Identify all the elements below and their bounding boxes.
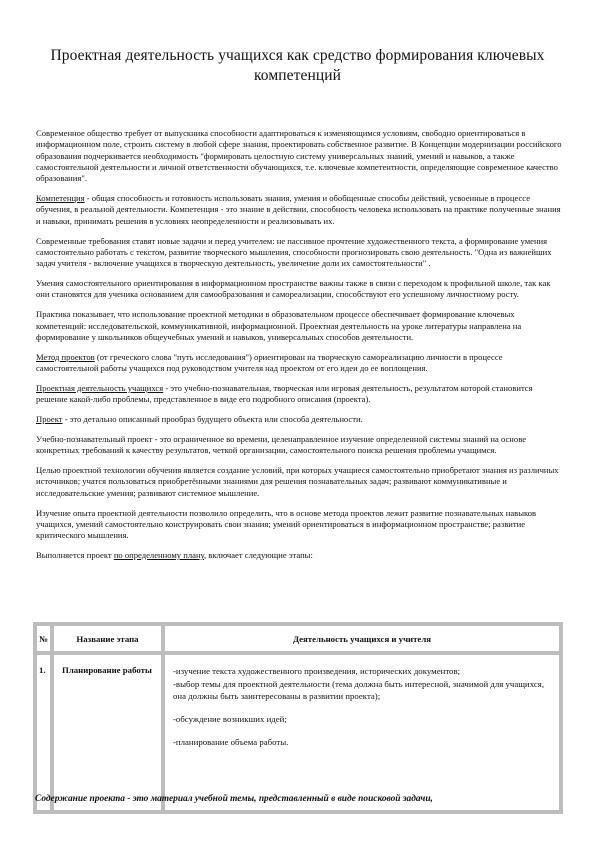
project-activity-definition: - это учебно-познавательная, творческая или игровая деятельность, результатом которой становится решение какой-либо проблемы, представленное в виде его подробного описания (проекта).	[36, 382, 533, 405]
paragraph-experience: Изучение опыта проектной деятельности позволило определить, что в основе метода проектов лежит развитие познавательных навыков учащихся, умений самостоятельно конструировать свои знания; умений ориентироваться в информационном пространстве; развитие критического мышления.	[36, 507, 537, 541]
term-project-activity: Проектная деятельность учащихся	[36, 382, 164, 393]
activity-item: -изучение текста художественного произведения, исторических документов;	[173, 666, 461, 676]
paragraph-project-method	[36, 352, 563, 375]
paragraph-intro: Современное общество требует от выпускника способности адаптироваться к изменяющимся условиям, свободно ориентироваться в информационном поле, строить систему в любой сфере знания, проектировать собственное развитие. В Концепции модернизации российского образования подчеркивается необходимость "формировать целостную систему универсальных знаний, умений и навыков, а также самостоятельной деятельности и личной ответственности обучающихся, т.е. ключевые компетентности, определяющие современное качество образования".	[36, 128, 562, 184]
header-stage-name: Название этапа	[52, 624, 163, 653]
activity-item: -выбор темы для проектной деятельности (тема должна быть интересной, значимой для учащихся, она должны быть заинтересованы в развитии проекта);	[173, 679, 545, 701]
term-project: Проект	[36, 414, 63, 425]
table-header-row	[35, 624, 561, 653]
paragraph-stages-intro	[36, 550, 563, 561]
stages-intro-text: Выполняется проект	[36, 550, 114, 561]
row-activities	[163, 653, 561, 812]
plan-link[interactable]: по определенному плану	[113, 550, 204, 561]
paragraph-educational-project: Учебно-познавательный проект - это ограниченное во времени, целенаправленное изучение определенной системы знаний на основе конкретных требований к качеству результатов, четкой организации, самостоятельного поиска решения проблемы учащимся.	[36, 433, 527, 456]
paragraph-project-activity	[36, 383, 563, 406]
paragraph-project	[36, 414, 563, 425]
term-competence: Компетенция	[36, 193, 85, 204]
term-project-method: Метод проектов	[36, 351, 95, 362]
project-method-definition: (от греческого слова "путь исследования") ориентирован на творческую самореализацию личности в процессе самостоятельной работы учащихся под руководством учителя над проектом от его идеи до ее воплощения.	[36, 351, 503, 374]
header-number: №	[35, 624, 52, 653]
header-activity: Деятельность учащихся и учителя	[163, 624, 561, 653]
competence-definition: - общая способность и готовность использовать знания, умения и обобщенные способы действий, усвоенные в процессе обучения, в реальной деятельности. Компетенция - это знание в действии, способность человека использовать на практике полученные знания и навыки, принимать решения в условиях неопределенности и реализовывать их.	[36, 193, 561, 226]
stages-table	[33, 622, 563, 814]
row-stage-name: Планирование работы	[52, 653, 163, 812]
footer-text: Содержание проекта - это материал учебной темы, представленный в виде поисковой задачи,	[35, 794, 433, 804]
paragraph-requirements: Современные требования ставят новые задачи и перед учителем: не пассивное прочтение художественного текста, а формирование умения самостоятельно работать с текстом, развитие творческого мышления, способности прогнозировать свою деятельность. "Одна из важнейших задач учителя - включение учащихся в творческую деятельность, увеличение доли их самостоятельности" .	[36, 235, 552, 269]
project-definition: - это детально описанный прообраз будущего объекта или способа деятельности.	[62, 414, 363, 425]
paragraph-competence	[36, 193, 563, 227]
activity-item: -обсуждение возникших идей;	[173, 714, 287, 724]
paragraph-goal: Целью проектной технологии обучения является создание условий, при которых учащиеся самостоятельно приобретают знания из различных источников; учатся пользоваться приобретёнными знаниями для решения познавательных задач; развивают коммуникативные и исследовательские умения; развивают системное мышление.	[36, 465, 559, 498]
table-row	[35, 653, 561, 812]
row-number: 1.	[35, 653, 52, 812]
activity-item: -планирование объема работы.	[173, 737, 289, 747]
document-body	[36, 128, 563, 570]
document-title: Проектная деятельность учащихся как средство формирования ключевых компетенций	[50, 47, 545, 84]
paragraph-practice: Практика показывает, что использование проектной методики в образовательном процессе обеспечивает формирование ключевых компетенций: исследовательской, коммуникативной, информационной. Проектная деятельность на уроке литературы направлена на формирование у школьников общеучебных умений и навыков, универсальных способов деятельности.	[36, 309, 522, 342]
paragraph-self-orientation: Умения самостоятельного ориентирования в информационном пространстве важны также в связи с переходом к профильной школе, так как они становятся для ученика основанием для самообразования и самореализации, способствуют его успешному личностному росту.	[36, 278, 551, 300]
stages-intro-tail: , включает следующие этапы:	[204, 550, 313, 561]
